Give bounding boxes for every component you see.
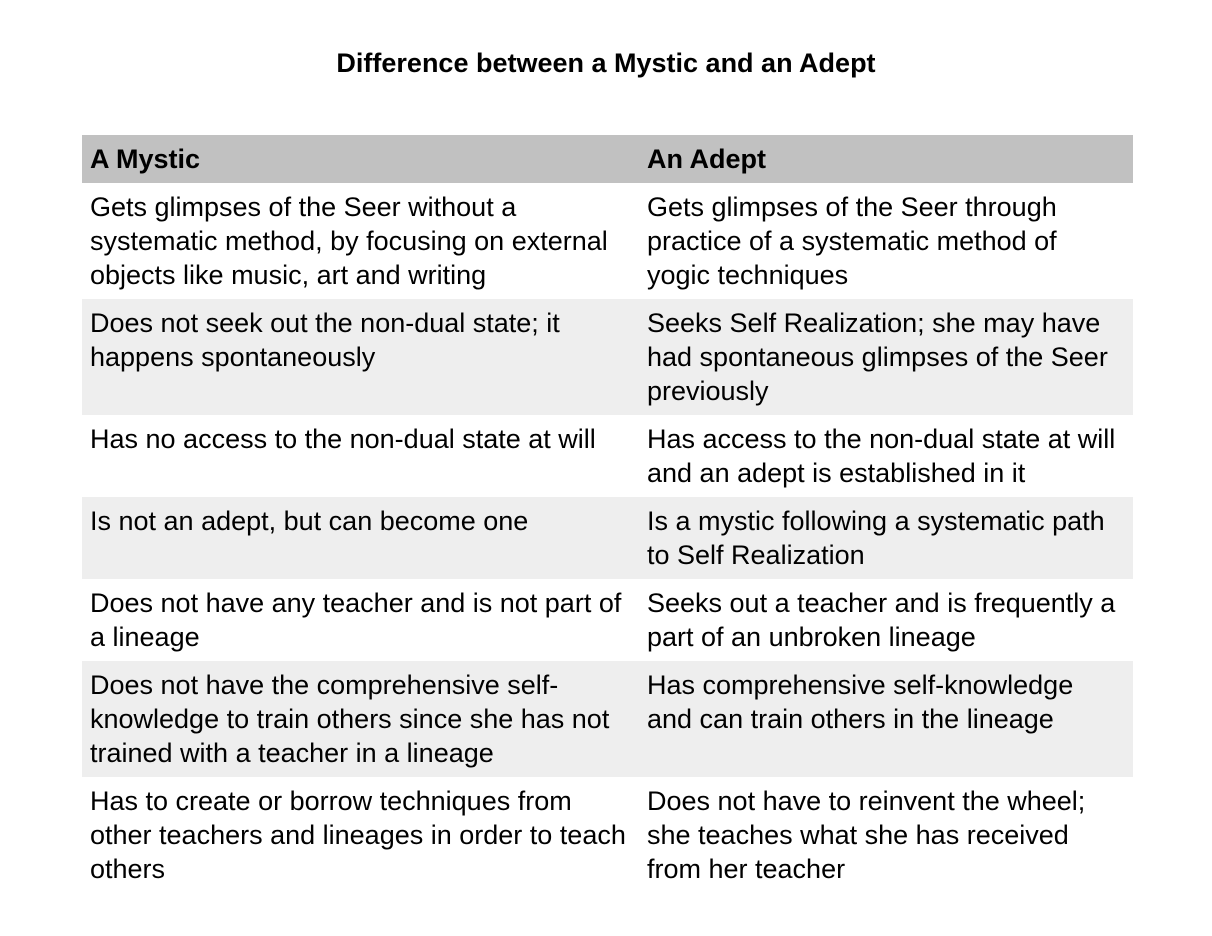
adept-cell: Seeks out a teacher and is frequently a part of an unbroken lineage — [639, 579, 1133, 661]
mystic-cell: Does not have the comprehensive self-knowledge to train others since she has not trained with a teacher in a lineage — [82, 661, 639, 777]
column-header-mystic: A Mystic — [82, 135, 639, 183]
table-row — [82, 579, 1133, 661]
adept-cell: Seeks Self Realization; she may have had spontaneous glimpses of the Seer previously — [639, 299, 1133, 415]
adept-cell: Gets glimpses of the Seer through practice of a systematic method of yogic techniques — [639, 183, 1133, 299]
column-header-adept: An Adept — [639, 135, 1133, 183]
table-row — [82, 497, 1133, 579]
adept-cell: Has access to the non-dual state at will and an adept is established in it — [639, 415, 1133, 497]
mystic-cell: Does not seek out the non-dual state; it happens spontaneously — [82, 299, 639, 415]
adept-cell: Has comprehensive self-knowledge and can train others in the lineage — [639, 661, 1133, 777]
adept-cell: Does not have to reinvent the wheel; she teaches what she has received from her teacher — [639, 777, 1133, 893]
mystic-cell: Has no access to the non-dual state at will — [82, 415, 639, 497]
mystic-cell: Does not have any teacher and is not part of a lineage — [82, 579, 639, 661]
table-row — [82, 661, 1133, 777]
mystic-cell: Has to create or borrow techniques from other teachers and lineages in order to teach others — [82, 777, 639, 893]
table-row — [82, 415, 1133, 497]
table-row — [82, 183, 1133, 299]
mystic-cell: Is not an adept, but can become one — [82, 497, 639, 579]
comparison-table — [82, 135, 1133, 893]
table-row — [82, 299, 1133, 415]
mystic-cell: Gets glimpses of the Seer without a systematic method, by focusing on external objects like music, art and writing — [82, 183, 639, 299]
page-title: Difference between a Mystic and an Adept — [336, 48, 876, 78]
adept-cell: Is a mystic following a systematic path to Self Realization — [639, 497, 1133, 579]
table-header-row — [82, 135, 1133, 183]
table-row — [82, 777, 1133, 893]
